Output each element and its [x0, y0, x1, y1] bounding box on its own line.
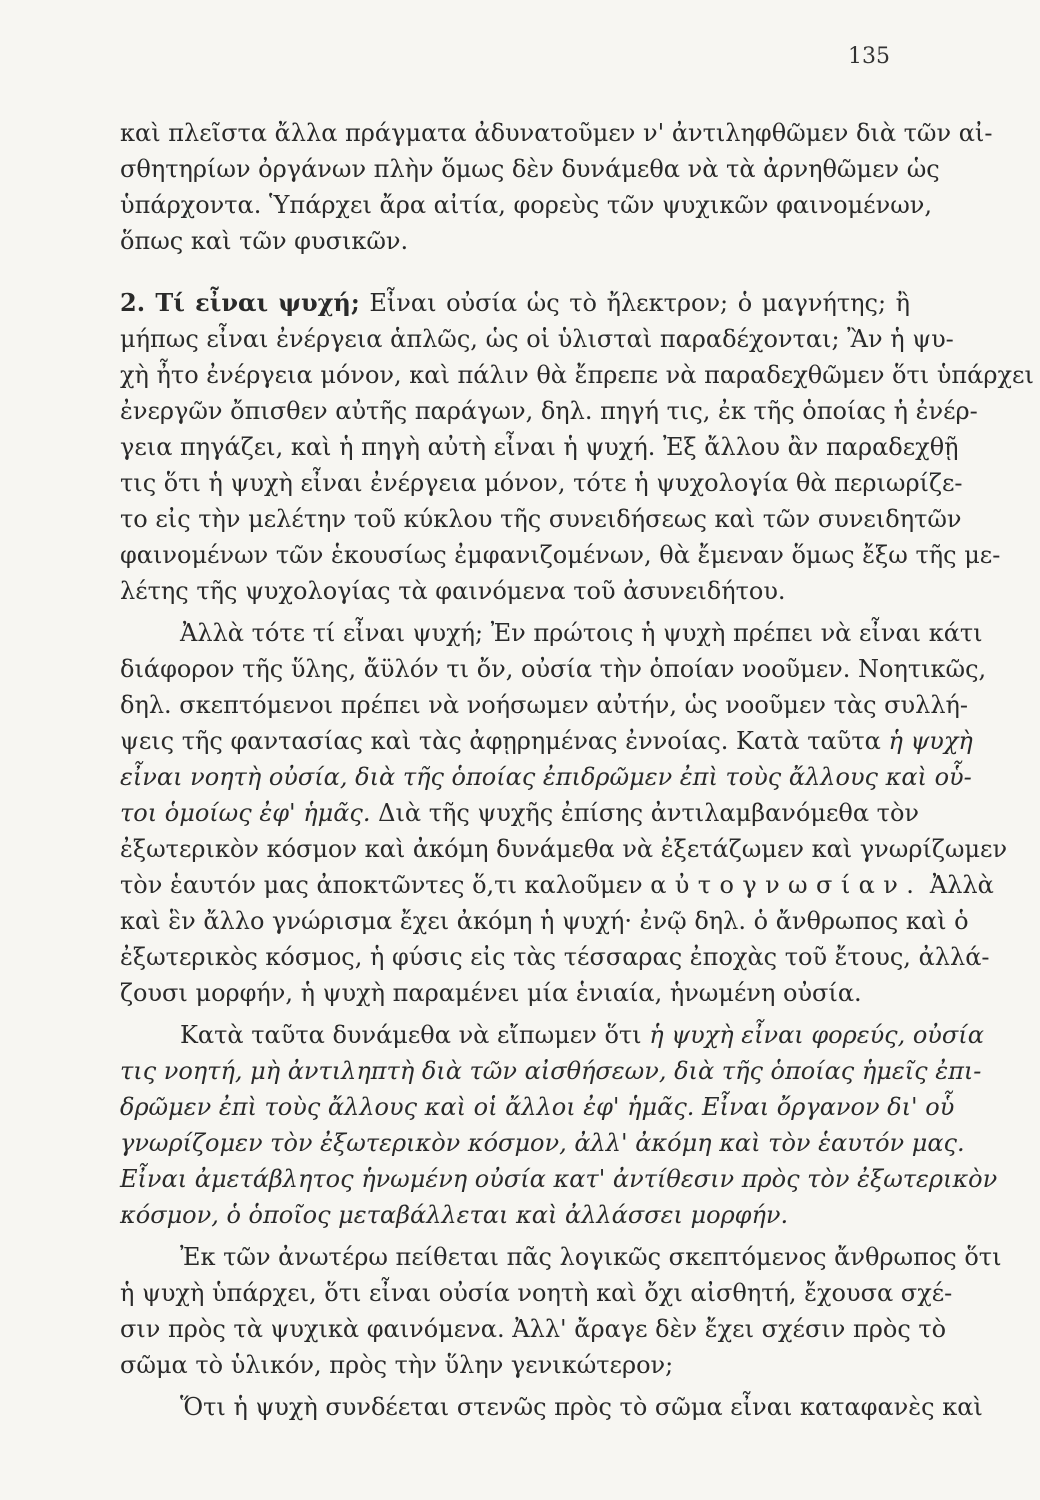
- text-line: το εἰς τὴν μελέτην τοῦ κύκλου τῆς συνειδήσεως καὶ τῶν συνειδητῶν: [120, 505, 962, 533]
- text-line: σθητηρίων ὀργάνων πλὴν ὅμως δὲν δυνάμεθα νὰ τὰ ἀρνηθῶμεν ὡς: [120, 155, 940, 183]
- italic-span: τοι ὁμοίως ἐφ' ἡμᾶς.: [120, 799, 371, 827]
- text-line: μήπως εἶναι ἐνέργεια ἁπλῶς, ὡς οἱ ὑλισταὶ παραδέχονται; Ἂν ἡ ψυ-: [120, 325, 954, 353]
- italic-span: ἡ ψυχὴ εἶναι φορεύς, οὐσία: [649, 1021, 984, 1049]
- text-line: δηλ. σκεπτόμενοι πρέπει νὰ νοήσωμεν αὐτήν, ὡς νοοῦμεν τὰς συλλή-: [120, 691, 969, 719]
- text-line: τις ὅτι ἡ ψυχὴ εἶναι ἐνέργεια μόνον, τότε ἡ ψυχολογία θὰ περιωρίζε-: [120, 469, 963, 497]
- italic-line: γνωρίζομεν τὸν ἐξωτερικὸν κόσμον, ἀλλ' ἀκόμη καὶ τὸν ἑαυτόν μας.: [120, 1129, 965, 1157]
- italic-line: εἶναι νοητὴ οὐσία, διὰ τῆς ὁποίας ἐπιδρῶμεν ἐπὶ τοὺς ἄλλους καὶ οὗ-: [120, 763, 972, 791]
- text-span: τὸν ἑαυτόν μας ἀποκτῶντες ὅ,τι καλοῦμεν: [120, 871, 643, 899]
- text-line: διάφορον τῆς ὕλης, ἄϋλόν τι ὄν, οὐσία τὴν ὁποίαν νοοῦμεν. Νοητικῶς,: [120, 655, 987, 683]
- text-span: Ἀλλὰ: [929, 871, 994, 899]
- text-line: Ἐκ τῶν ἀνωτέρω πείθεται πᾶς λογικῶς σκεπτόμενος ἄνθρωπος ὅτι: [180, 1243, 1002, 1271]
- text-line: ὅπως καὶ τῶν φυσικῶν.: [120, 227, 409, 255]
- spaced-term: αὐτογνωσίαν.: [650, 871, 923, 899]
- text-line: λέτης τῆς ψυχολογίας τὰ φαινόμενα τοῦ ἀσυνειδήτου.: [120, 577, 786, 605]
- section-heading: 2. Τί εἶναι ψυχή;: [120, 288, 360, 317]
- text-line: ζουσι μορφήν, ἡ ψυχὴ παραμένει μία ἑνιαία, ἡνωμένη οὐσία.: [120, 979, 862, 1007]
- italic-line: δρῶμεν ἐπὶ τοὺς ἄλλους καὶ οἱ ἄλλοι ἐφ' ἡμᾶς. Εἶναι ὄργανον δι' οὗ: [120, 1093, 955, 1121]
- text-line: ἐνεργῶν ὄπισθεν αὐτῆς παράγων, δηλ. πηγή τις, ἐκ τῆς ὁποίας ἡ ἐνέρ-: [120, 397, 978, 425]
- text-line: καὶ πλεῖστα ἄλλα πράγματα ἀδυνατοῦμεν ν' ἀντιληφθῶμεν διὰ τῶν αἰ-: [120, 119, 993, 147]
- text-span: Εἶναι οὐσία ὡς τὸ ἤλεκτρον; ὁ μαγνήτης; ἢ: [369, 289, 911, 317]
- italic-line: Εἶναι ἀμετάβλητος ἡνωμένη οὐσία κατ' ἀντίθεσιν πρὸς τὸν ἐξωτερικὸν: [120, 1165, 998, 1193]
- text-line: σιν πρὸς τὰ ψυχικὰ φαινόμενα. Ἀλλ' ἄραγε δὲν ἔχει σχέσιν πρὸς τὸ: [120, 1315, 947, 1343]
- text-line: φαινομένων τῶν ἑκουσίως ἐμφανιζομένων, θὰ ἔμεναν ὅμως ἔξω τῆς με-: [120, 541, 1001, 569]
- text-line: γεια πηγάζει, καὶ ἡ πηγὴ αὐτὴ εἶναι ἡ ψυχή. Ἐξ ἄλλου ἂν παραδεχθῇ: [120, 433, 959, 461]
- text-line: [120, 796, 919, 830]
- text-line: χὴ ἦτο ἐνέργεια μόνον, καὶ πάλιν θὰ ἔπρεπε νὰ παραδεχθῶμεν ὅτι ὑπάρχει: [120, 361, 1034, 389]
- italic-span: ἡ ψυχὴ: [888, 727, 973, 755]
- section-heading-line: [120, 286, 910, 320]
- text-span: Διὰ τῆς ψυχῆς ἐπίσης ἀντιλαμβανόμεθα τὸν: [378, 799, 919, 827]
- italic-line: τις νοητή, μὴ ἀντιληπτὴ διὰ τῶν αἰσθήσεων, διὰ τῆς ὁποίας ἡμεῖς ἐπι-: [120, 1057, 982, 1085]
- text-line: Ἀλλὰ τότε τί εἶναι ψυχή; Ἐν πρώτοις ἡ ψυχὴ πρέπει νὰ εἶναι κάτι: [180, 619, 983, 647]
- page-number: 135: [848, 44, 890, 69]
- text-line: ἡ ψυχὴ ὑπάρχει, ὅτι εἶναι οὐσία νοητὴ καὶ ὄχι αἰσθητή, ἔχουσα σχέ-: [120, 1279, 953, 1307]
- text-line: σῶμα τὸ ὑλικόν, πρὸς τὴν ὕλην γενικώτερον;: [120, 1351, 674, 1379]
- text-line: [120, 724, 973, 758]
- text-line: ἐξωτερικὸν κόσμον καὶ ἀκόμη δυνάμεθα νὰ ἐξετάζωμεν καὶ γνωρίζωμεν: [120, 835, 1008, 863]
- text-span: Κατὰ ταῦτα δυνάμεθα νὰ εἴπωμεν ὅτι: [180, 1021, 642, 1049]
- text-line: ὑπάρχοντα. Ὑπάρχει ἄρα αἰτία, φορεὺς τῶν ψυχικῶν φαινομένων,: [120, 191, 932, 219]
- text-line: Ὅτι ἡ ψυχὴ συνδέεται στενῶς πρὸς τὸ σῶμα εἶναι καταφανὲς καὶ: [180, 1393, 983, 1421]
- text-span: ψεις τῆς φαντασίας καὶ τὰς ἀφῃρημένας ἐννοίας. Κατὰ ταῦτα: [120, 727, 881, 755]
- text-line: [120, 1018, 984, 1052]
- italic-line: κόσμον, ὁ ὁποῖος μεταβάλλεται καὶ ἀλλάσσει μορφήν.: [120, 1201, 789, 1229]
- text-line: [120, 868, 994, 902]
- text-line: ἐξωτερικὸς κόσμος, ἡ φύσις εἰς τὰς τέσσαρας ἐποχὰς τοῦ ἔτους, ἀλλά-: [120, 943, 990, 971]
- text-line: καὶ ἓν ἄλλο γνώρισμα ἔχει ἀκόμη ἡ ψυχή· ἐνῷ δηλ. ὁ ἄνθρωπος καὶ ὁ: [120, 907, 969, 935]
